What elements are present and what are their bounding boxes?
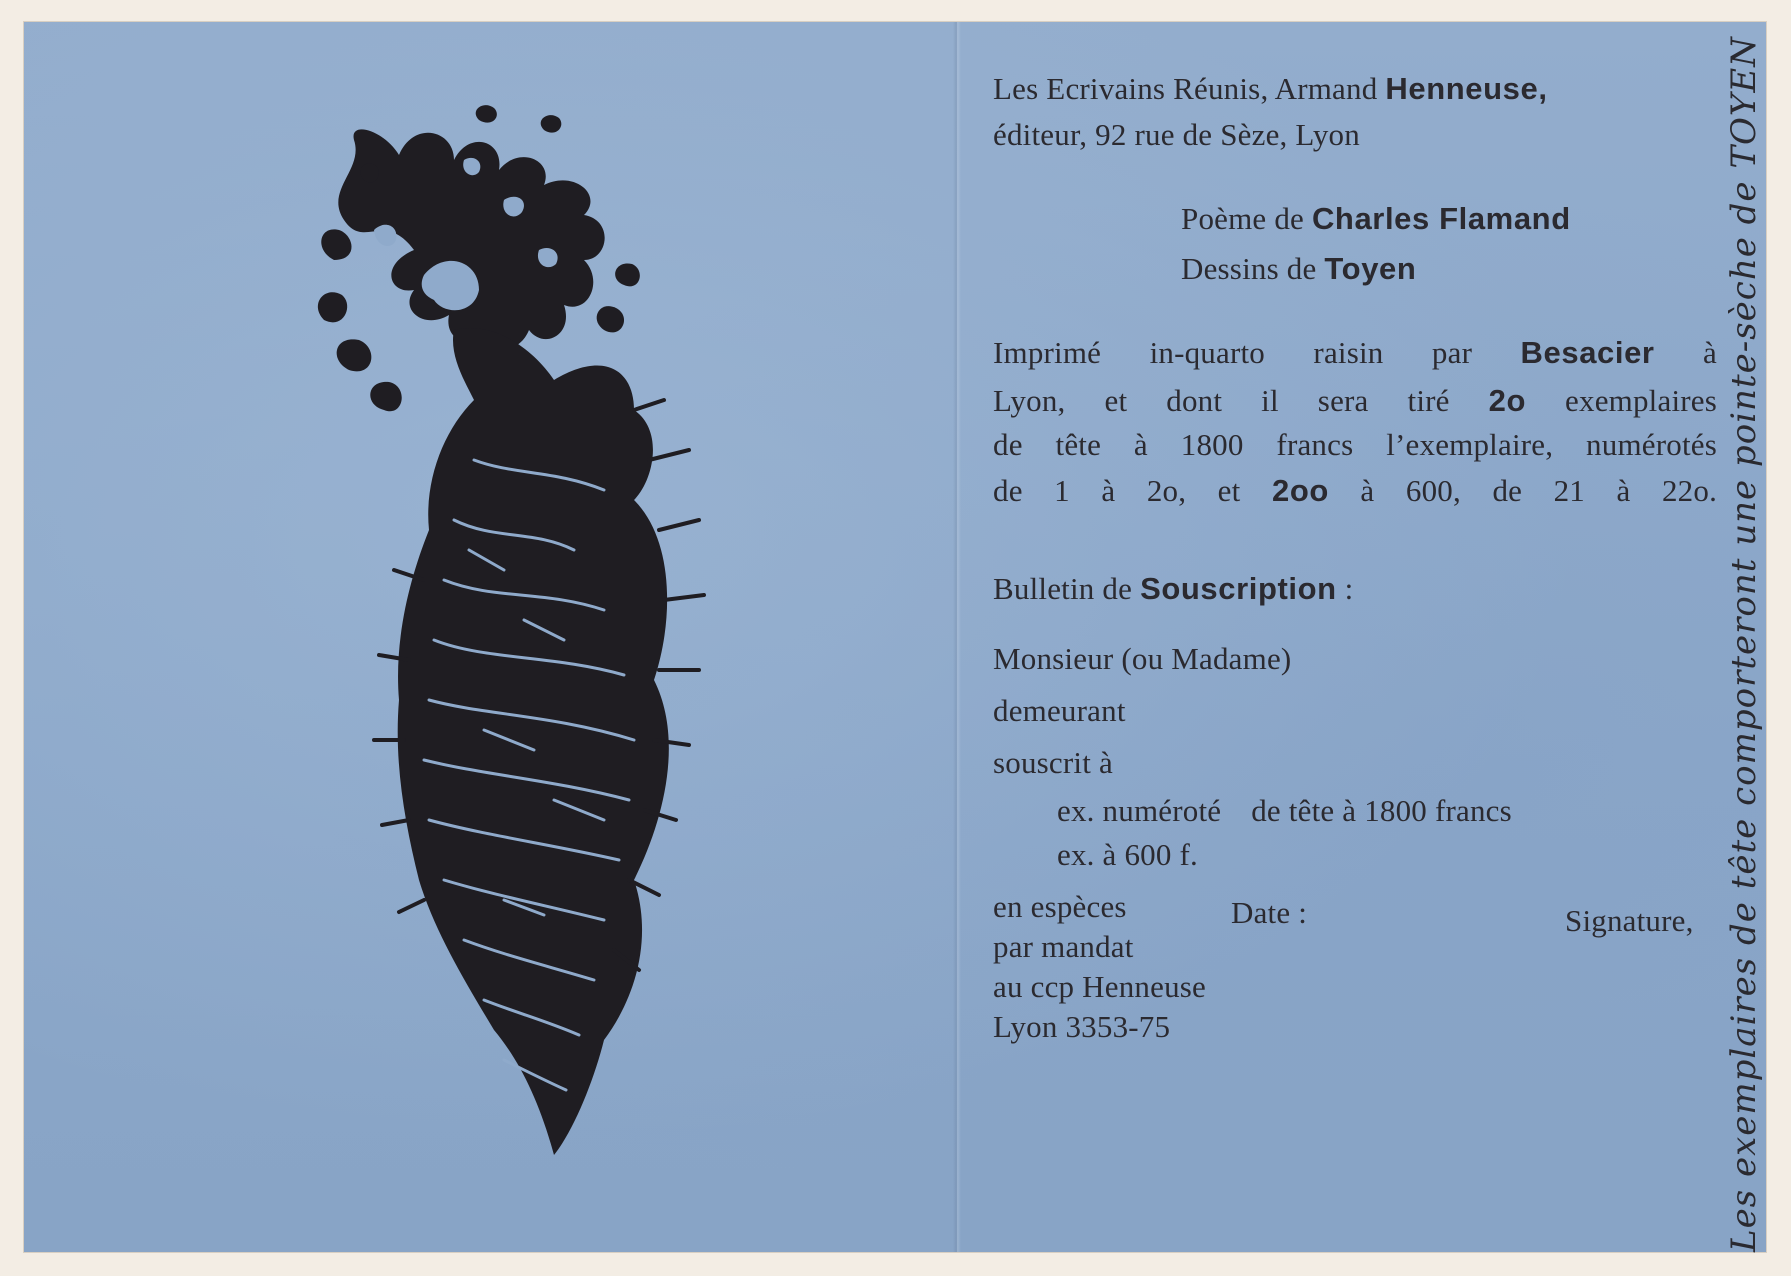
printer-name: Besacier (1520, 335, 1655, 370)
publisher-name-text: Les Ecrivains Réunis, Armand (993, 71, 1378, 106)
printing-line-2 (993, 382, 1717, 420)
center-fold (953, 22, 961, 1252)
option-numbered-copy (1057, 792, 1512, 830)
poem-credit (1181, 200, 1571, 238)
souscrit-field-label: souscrit à (993, 745, 1113, 780)
handwritten-note: Les exemplaires de tête comporteront une pointe-sèche de TOYEN (1724, 36, 1764, 1252)
printing-text: de 1 à 2o, et (993, 473, 1241, 508)
printing-line-1 (993, 334, 1717, 372)
poem-credit-label: Poème de (1181, 201, 1304, 236)
right-panel (961, 22, 1766, 1252)
subscription-heading (993, 570, 1354, 608)
printing-text: à 600, de 21 à 22o. (1360, 473, 1718, 508)
printing-text: à (1703, 335, 1718, 370)
payment-ccp: au ccp Henneuse (993, 969, 1207, 1004)
monsieur-field-label: Monsieur (ou Madame) (993, 641, 1292, 676)
printing-text: exemplaires (1565, 383, 1718, 418)
subscription-heading-colon: : (1344, 571, 1354, 606)
drawings-credit (1181, 250, 1416, 288)
subscription-heading-bold: Souscription (1140, 571, 1337, 606)
payment-ccp-number: Lyon 3353-75 (993, 1009, 1171, 1044)
poem-author: Charles Flamand (1311, 201, 1571, 236)
printing-line-4 (993, 472, 1717, 510)
printing-text: Imprimé in-quarto raisin par (993, 335, 1473, 370)
signature-field-label: Signature, (1565, 903, 1694, 938)
toyen-drawing-illustration (304, 100, 774, 1160)
publisher-surname: Henneuse, (1385, 71, 1548, 106)
left-panel (24, 22, 953, 1252)
drawings-credit-label: Dessins de (1181, 251, 1317, 286)
publisher-line-1 (993, 70, 1548, 108)
copies-count: 2o (1488, 383, 1527, 418)
copies-count: 2oo (1271, 473, 1329, 508)
publisher-address: éditeur, 92 rue de Sèze, Lyon (993, 117, 1360, 152)
option-standard-copy: ex. à 600 f. (1057, 837, 1198, 872)
printing-text: Lyon, et dont il sera tiré (993, 383, 1450, 418)
option-numbered-price: de tête à 1800 francs (1251, 793, 1512, 828)
demeurant-field-label: demeurant (993, 693, 1126, 728)
subscription-heading-label: Bulletin de (993, 571, 1133, 606)
date-field-label: Date : (1231, 895, 1308, 930)
subscription-card (24, 22, 1766, 1252)
printing-line-3: de tête à 1800 francs l’exemplaire, numérotés (993, 427, 1717, 462)
payment-cash: en espèces (993, 889, 1127, 924)
option-numbered-label: ex. numéroté (1057, 793, 1222, 828)
payment-mandate: par mandat (993, 929, 1134, 964)
drawings-author: Toyen (1324, 251, 1417, 286)
